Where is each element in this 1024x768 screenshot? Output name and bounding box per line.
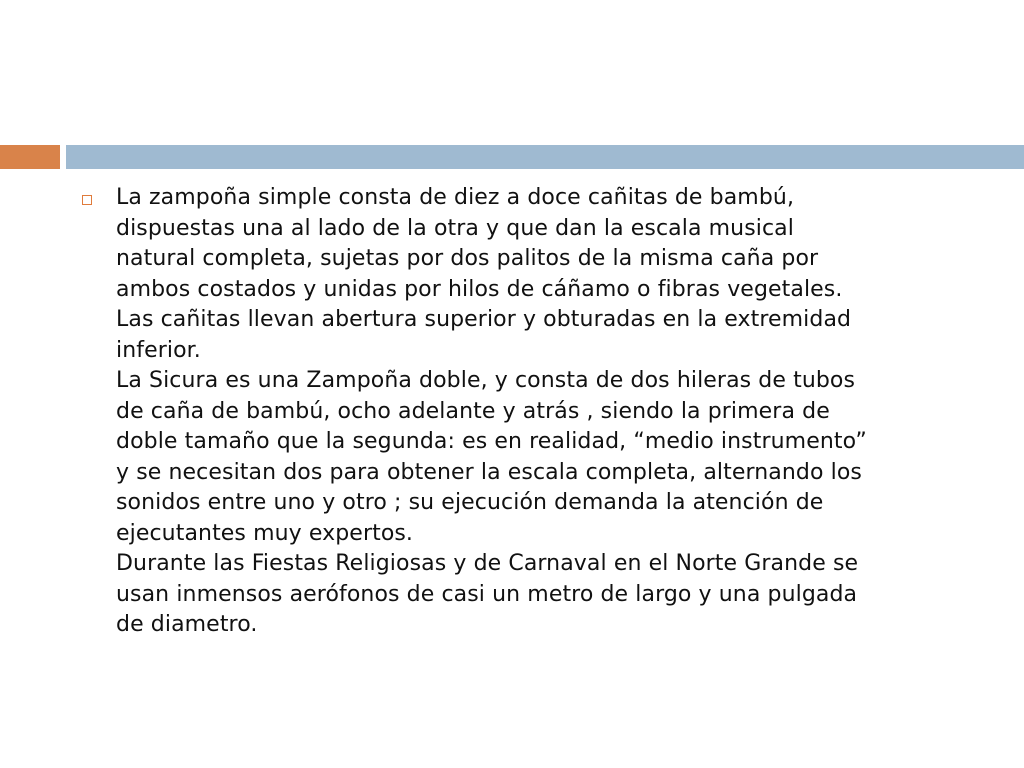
accent-bar [0, 145, 60, 169]
text-line: inferior. [116, 337, 201, 363]
text-line: y se necesitan dos para obtener la escala completa, alternando los [116, 459, 862, 485]
body-text [116, 183, 996, 641]
text-line: La Sicura es una Zampoña doble, y consta de dos hileras de tubos [116, 368, 856, 393]
text-line: de diametro. [116, 612, 258, 637]
text-line: sonidos entre uno y otro ; su ejecución demanda la atención de [116, 490, 824, 515]
text-line: Durante las Fiestas Religiosas y de Carnaval en el Norte Grande se [116, 551, 859, 576]
text-line: ejecutantes muy expertos. [116, 520, 414, 546]
text-line: doble tamaño que la segunda: es en realidad, “medio instrumento” [116, 429, 867, 454]
text-line: natural completa, sujetas por dos palitos de la misma caña por [116, 246, 819, 271]
text-line: ambos costados y unidas por hilos de cáñamo o fibras vegetales. [116, 276, 843, 302]
text-line: de caña de bambú, ocho adelante y atrás , siendo la primera de [116, 398, 830, 424]
text-line: La zampoña simple consta de diez a doce cañitas de bambú, [116, 185, 795, 210]
text-line: dispuestas una al lado de la otra y que dan la escala musical [116, 215, 794, 241]
title-bar [66, 145, 1024, 169]
text-line: usan inmensos aerófonos de casi un metro de largo y una pulgada [116, 581, 858, 607]
square-bullet-icon [82, 195, 92, 205]
text-line: Las cañitas llevan abertura superior y obturadas en la extremidad [116, 307, 852, 332]
